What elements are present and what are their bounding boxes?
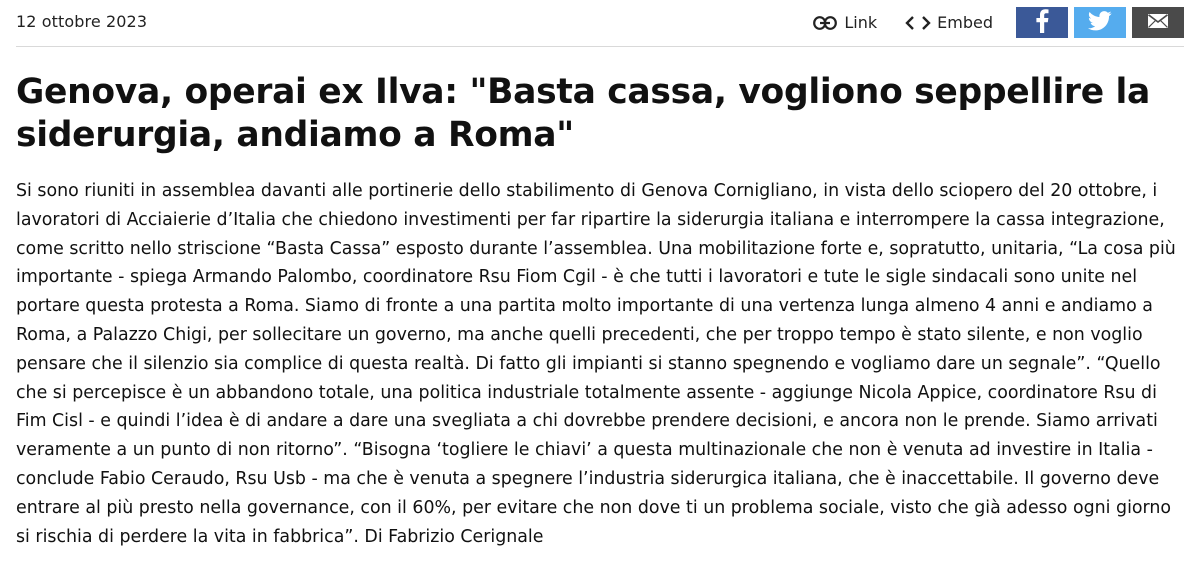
article-title: Genova, operai ex Ilva: "Basta cassa, vogliono seppellire la siderurgia, andiamo a Roma" <box>16 72 1151 155</box>
email-share-button[interactable] <box>1132 7 1184 38</box>
twitter-icon <box>1088 11 1112 35</box>
facebook-share-button[interactable] <box>1016 7 1068 38</box>
copy-link-button[interactable] <box>813 13 877 32</box>
article-toolbar <box>16 0 1184 47</box>
embed-button[interactable] <box>905 13 993 32</box>
article-body: Si sono riuniti in assemblea davanti alle portinerie dello stabilimento di Genova Cornigliano, in vista dello sciopero del 20 ottobre, i lavoratori di Acciaierie d’Italia che chiedono investimenti per far ripartire la siderurgia italiana e interrompere la cassa integrazione, come scritto nello striscione “Basta Cassa” esposto durante l’assemblea. Una mobilitazione forte e, sopratutto, unitaria, “La cosa più importante - spiega Armando Palombo, coordinatore Rsu Fiom Cgil - è che tutti i lavoratori e tute le sigle sindacali sono unite nel portare questa protesta a Roma. Siamo di fronte a una partita molto importante di una vertenza lunga almeno 4 anni e andiamo a Roma, a Palazzo Chigi, per sollecitare un governo, ma anche quelli precedenti, che per troppo tempo è stato silente, e non voglio pensare che il silenzio sia complice di questa realtà. Di fatto gli impianti si stanno spegnendo e vogliamo dare un segnale”. “Quello che si percepisce è un abbandono totale, una politica industriale totalmente assente - aggiunge Nicola Appice, coordinatore Rsu di Fim Cisl - e quindi l’idea è di andare a dare una svegliata a chi dovrebbe prendere decisioni, e ancora non le prende. Siamo arrivati veramente a un punto di non ritorno”. “Bisogna ‘togliere le chiavi’ a questa multinazionale che non è venuta ad investire in Italia - conclude Fabio Ceraudo, Rsu Usb - ma che è venuta a spegnere l’industria siderurgica italiana, che è inaccettabile. Il governo deve entrare al più presto nella governance, con il 60%, per evitare che non dove ti un problema sociale, visto che già adesso ogni giorno si rischia di perdere la vita in fabbrica”. Di Fabrizio Cerignale <box>16 181 1176 547</box>
embed-label: Embed <box>937 13 993 32</box>
share-actions <box>813 7 1184 38</box>
code-icon <box>905 15 937 31</box>
link-label: Link <box>844 13 878 32</box>
facebook-icon <box>1035 9 1049 37</box>
publish-date: 12 ottobre 2023 <box>16 12 148 31</box>
mail-icon <box>1148 13 1168 32</box>
twitter-share-button[interactable] <box>1074 7 1126 38</box>
link-icon <box>813 16 844 30</box>
